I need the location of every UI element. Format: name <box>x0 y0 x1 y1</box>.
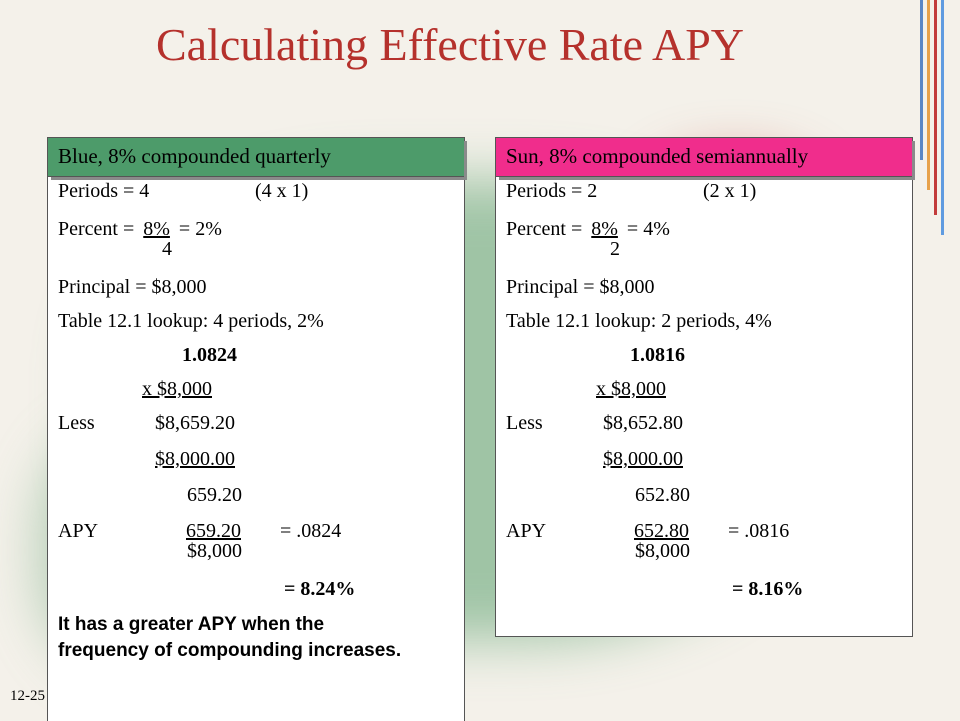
right-factor: 1.0816 <box>630 344 685 366</box>
right-multiplier-value: x $8,000 <box>596 378 666 400</box>
right-apy-percent: = 8.16% <box>732 578 804 600</box>
right-apy-denominator: $8,000 <box>635 540 690 562</box>
left-percent-numerator: 8% <box>143 218 170 240</box>
left-percent-denominator: 4 <box>162 238 172 260</box>
left-percent-label: Percent = <box>58 218 135 240</box>
left-apy-denominator: $8,000 <box>187 540 242 562</box>
left-multiplier-value: x $8,000 <box>142 378 212 400</box>
right-apy <box>506 520 790 543</box>
left-apy-numerator: 659.20 <box>186 520 241 542</box>
decorative-line-orange <box>927 0 930 190</box>
right-periods-label: Periods = 2 <box>506 180 598 202</box>
right-panel <box>495 137 913 637</box>
right-percent <box>506 218 670 241</box>
right-less <box>506 412 683 435</box>
left-apy <box>58 520 342 543</box>
left-panel-header: Blue, 8% compounded quarterly <box>48 138 464 177</box>
left-lookup: Table 12.1 lookup: 4 periods, 2% <box>58 310 324 332</box>
right-principal: Principal = $8,000 <box>506 276 655 298</box>
decorative-line-blue-2 <box>941 0 944 235</box>
decorative-line-red <box>934 0 937 215</box>
left-conclusion: It has a greater APY when the frequency of compounding increases. <box>58 614 402 661</box>
right-principal-value: $8,000.00 <box>603 448 683 470</box>
right-percent-label: Percent = <box>506 218 583 240</box>
left-periods <box>58 180 309 203</box>
right-apy-numerator: 652.80 <box>634 520 689 542</box>
right-apy-label: APY <box>506 520 547 542</box>
decorative-line-blue <box>920 0 923 160</box>
right-percent-denominator: 2 <box>610 238 620 260</box>
right-percent-numerator: 8% <box>591 218 618 240</box>
left-periods-label: Periods = 4 <box>58 180 150 202</box>
left-interest: 659.20 <box>187 484 242 506</box>
right-percent-result: = 4% <box>626 218 670 240</box>
slide-number: 12-25 <box>10 688 45 704</box>
right-lookup: Table 12.1 lookup: 2 periods, 4% <box>506 310 772 332</box>
left-percent <box>58 218 222 241</box>
left-apy-label: APY <box>58 520 99 542</box>
slide-title: Calculating Effective Rate APY <box>155 19 745 70</box>
left-principal: Principal = $8,000 <box>58 276 207 298</box>
left-percent-result: = 2% <box>178 218 222 240</box>
left-less <box>58 412 235 435</box>
left-factor: 1.0824 <box>182 344 237 366</box>
right-apy-result: = .0816 <box>728 520 790 542</box>
left-multiplier <box>98 378 212 401</box>
right-periods-note: (2 x 1) <box>703 180 757 202</box>
left-panel <box>47 137 465 721</box>
right-periods <box>506 180 757 203</box>
right-less-label: Less <box>506 412 543 434</box>
left-apy-percent: = 8.24% <box>284 578 356 600</box>
right-interest: 652.80 <box>635 484 690 506</box>
right-product: $8,652.80 <box>603 412 683 434</box>
left-less-label: Less <box>58 412 95 434</box>
left-periods-note: (4 x 1) <box>255 180 309 202</box>
left-product: $8,659.20 <box>155 412 235 434</box>
right-panel-header: Sun, 8% compounded semiannually <box>496 138 912 177</box>
right-multiplier <box>526 378 666 401</box>
left-principal-value: $8,000.00 <box>155 448 235 470</box>
left-apy-result: = .0824 <box>280 520 342 542</box>
